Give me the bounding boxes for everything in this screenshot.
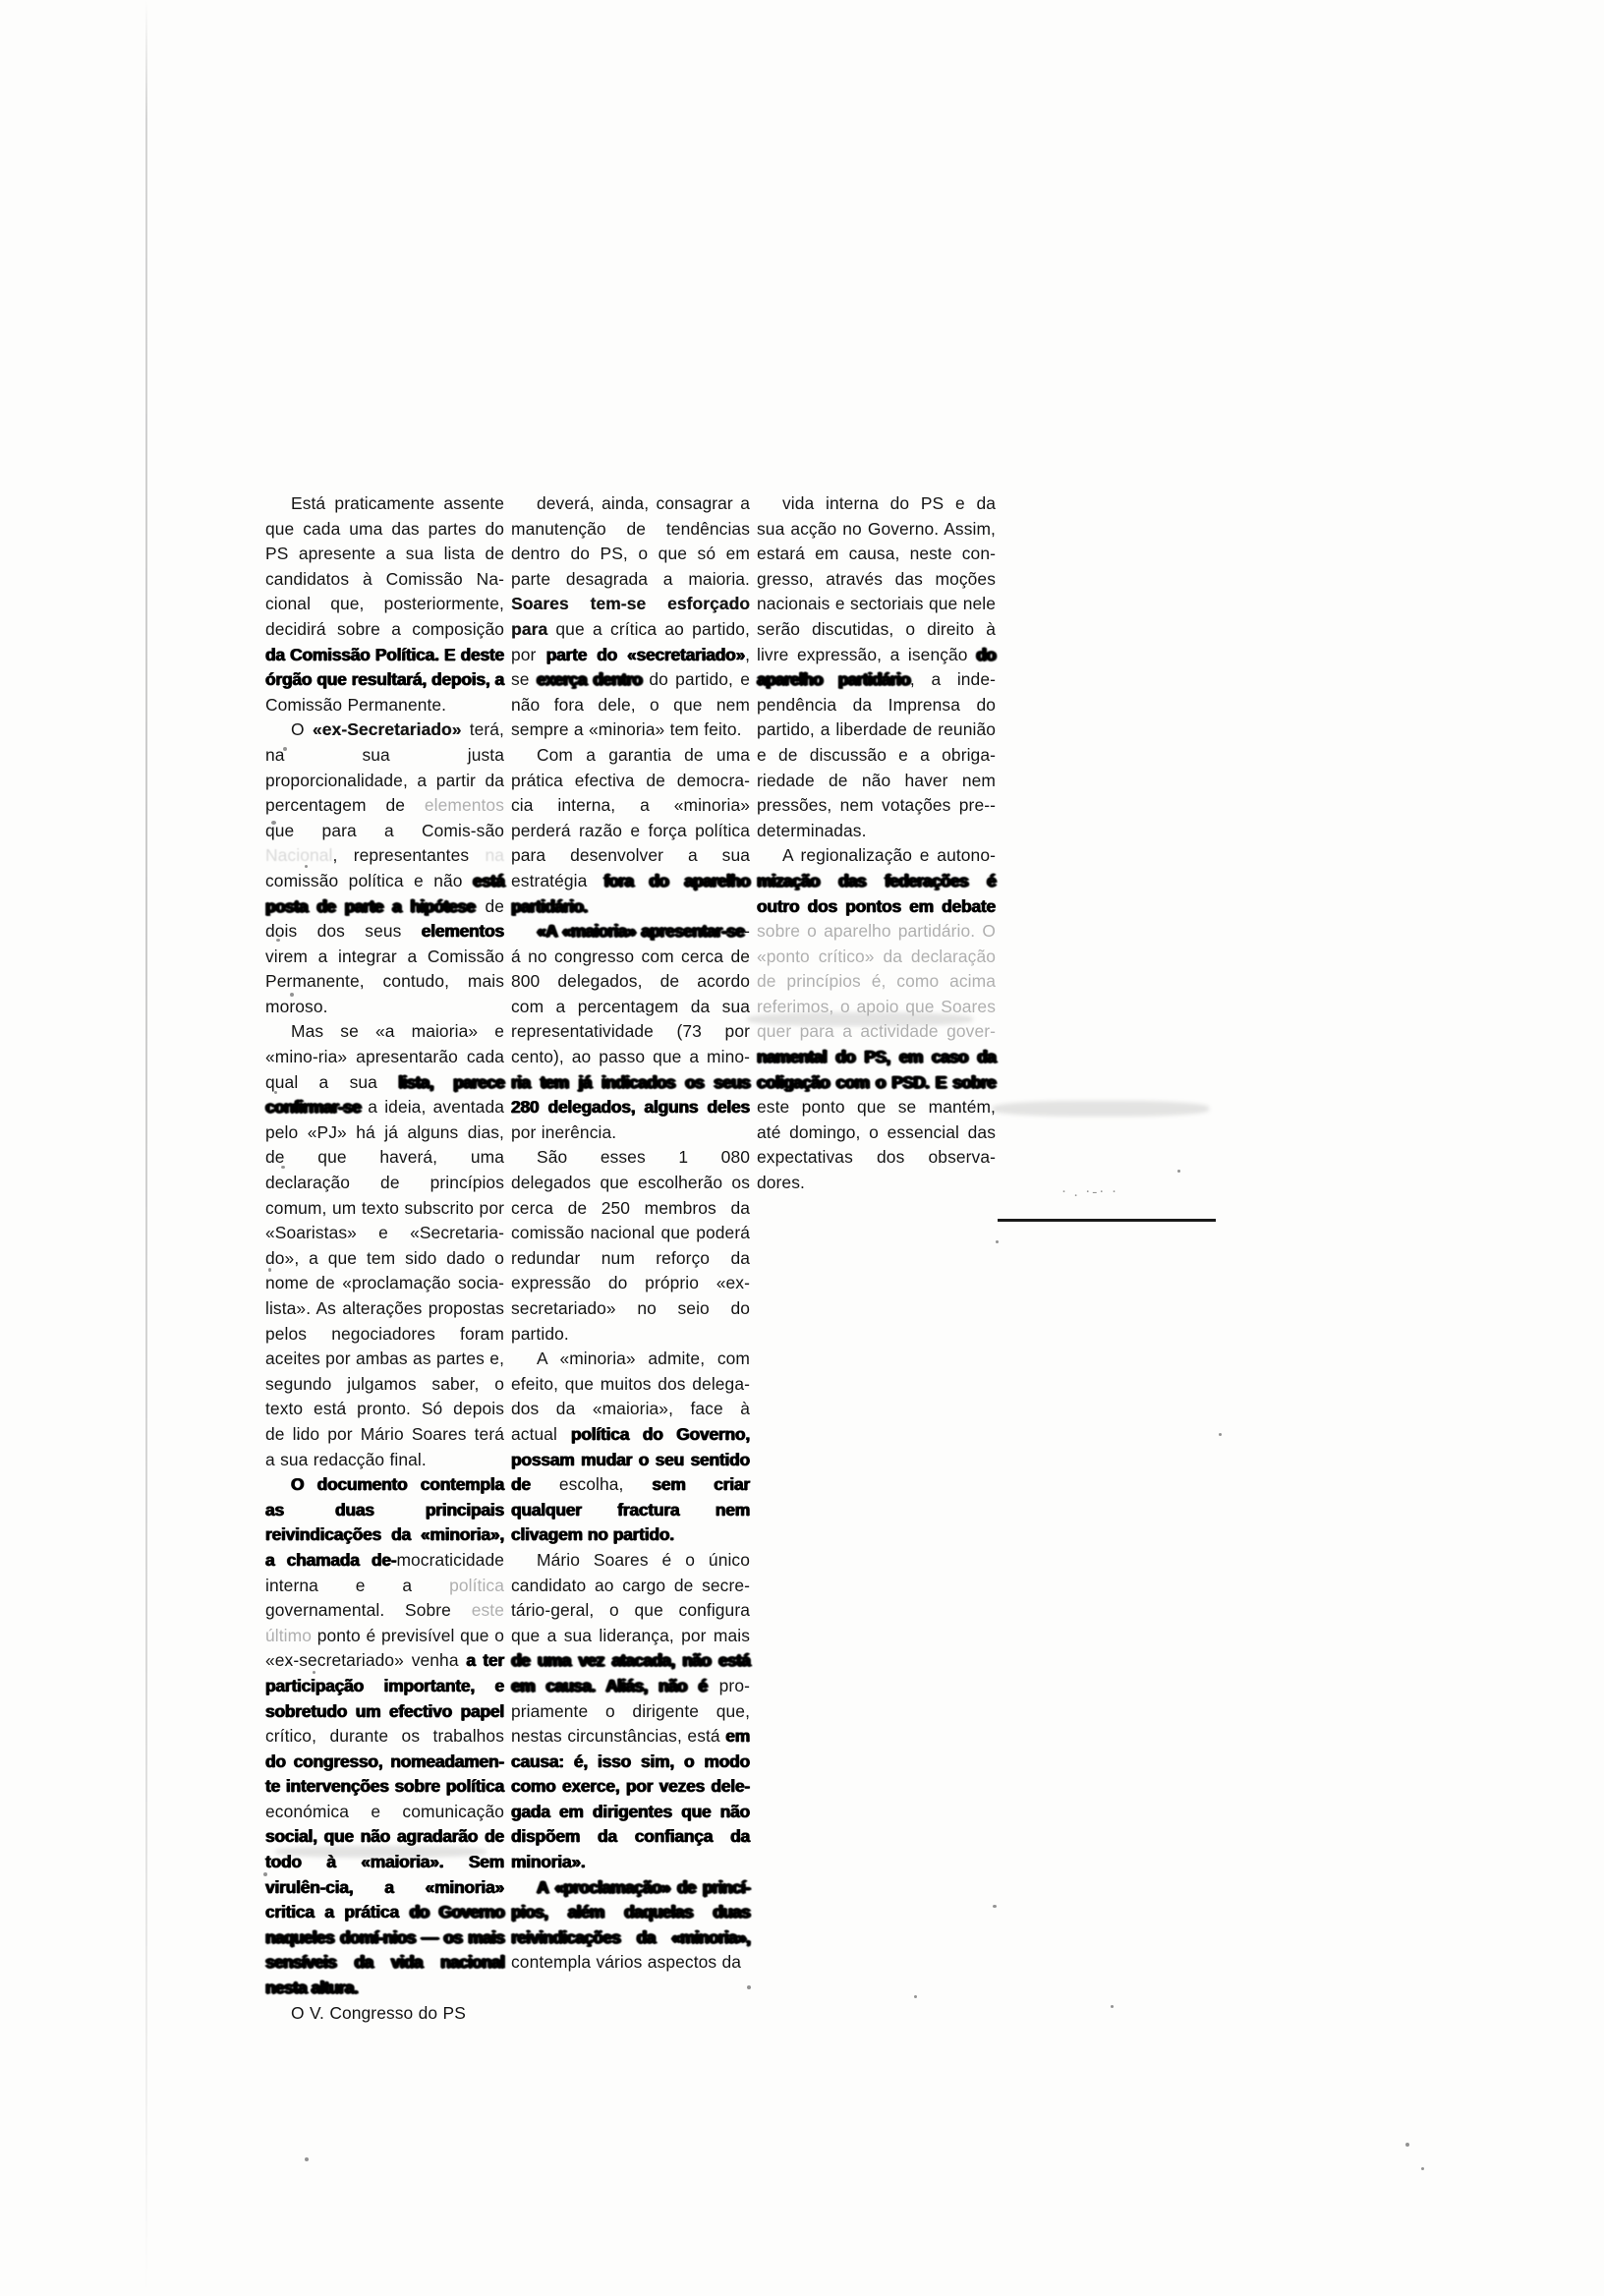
text-run: este ponto que se mantém, até domingo, o essencial das expectativas dos observa-dores.	[757, 1097, 996, 1193]
dust-speck	[1111, 2005, 1114, 2008]
text-run: Mas se «a maioria» e «mino-ria» apresentarão cada qual a sua	[265, 1021, 504, 1092]
text-run: governamental. Sobre	[265, 1600, 472, 1621]
text-run: , se	[511, 644, 750, 690]
text-run: pro-priamente o dirigente que, nestas circunstâncias, está	[511, 1675, 750, 1747]
text-run: exerça dentro	[536, 669, 643, 690]
text-run: fora do aparelho partidário.	[511, 870, 750, 916]
text-run: em causa: é, isso sim, o modo como exerce, por vezes dele-gada em dirigentes que não dispõem da confiança da minoria».	[511, 1726, 750, 1872]
text-run: do aparelho partidário	[757, 644, 996, 690]
article-column-1	[265, 491, 505, 2023]
text-run: sobre o aparelho partidário. O	[757, 921, 996, 942]
text-run: 280 delegados,	[511, 1097, 645, 1118]
article-column-2	[511, 491, 750, 1973]
text-run: económica e comunicação	[265, 1801, 504, 1821]
article-paragraph	[511, 1875, 750, 1976]
text-run: «ex-Secretariado»	[312, 719, 462, 740]
text-run: a ideia, aventada pelo «PJ» há já alguns dias, de que haverá, uma declaração de princípios comum, um texto subscrito por «Soaristas» e «Secretaria-do», a que tem sido dado o nome de «proclamação socia-lista». As alterações propostas pelos negociadores foram aceites por ambas as partes e, segundo julgamos saber, o texto está pronto. Só depois de lido por Mário Soares terá a sua redacção final.	[265, 1097, 504, 1469]
article-end-rule	[998, 1219, 1216, 1222]
stray-pen-mark: · . ·-· ·	[1061, 1184, 1118, 1200]
text-run: O	[291, 719, 313, 740]
text-run: ponto é previsível que o «ex-secretariado» venha	[265, 1625, 504, 1671]
text-run: da Comissão Política. E deste órgão que resultará, depois, a	[265, 644, 505, 690]
article-paragraph	[265, 491, 504, 718]
text-run: Soares tem-se esforçado para	[511, 594, 750, 639]
text-run: , representantes	[332, 845, 486, 866]
text-run: Com a garantia de uma prática efectiva de democra-cia interna, a «minoria» perderá razão e força política para desenvolver a sua estratégia	[511, 744, 750, 890]
text-run: mocraticidade interna e a	[265, 1549, 504, 1595]
dust-speck	[1405, 2143, 1409, 2147]
text-run: «ponto crítico» da declaração de princípios é, como acima	[757, 946, 996, 992]
text-run: social, que não agradarão de todo à «maioria». Sem virulên-cia, a «minoria» critica a prática	[265, 1826, 504, 1923]
article-column-3	[757, 491, 996, 1799]
article-paragraph	[757, 491, 996, 843]
text-run: que a crítica ao partido, por	[511, 618, 750, 664]
article-paragraph	[265, 1472, 504, 2000]
newspaper-article-clipping	[265, 491, 1248, 2023]
text-run: ria tem já indicados os seus	[511, 1071, 750, 1092]
text-run: virem a integrar a Comissão Permanente, contudo, mais moroso.	[265, 946, 504, 1016]
text-run: elementos	[421, 921, 504, 942]
text-run: terá, na sua justa proporcionalidade, a partir da percentagem de	[265, 719, 504, 816]
text-run: crítico, durante os trabalhos	[265, 1726, 504, 1747]
scan-edge-line	[145, 0, 147, 2296]
text-run: mização das federações é	[757, 870, 996, 890]
article-paragraph	[265, 2001, 504, 2027]
text-run: «A «maioria» apresentar-se	[537, 921, 745, 942]
text-run: parte do «secretariado»	[545, 644, 746, 664]
text-run: O V. Congresso do PS	[291, 2002, 466, 2023]
text-run: política do Governo, possam mudar o seu sentido de	[511, 1423, 750, 1495]
dust-speck	[1421, 2167, 1424, 2170]
text-run: na	[485, 845, 504, 866]
text-run: -á no congresso com cerca de 800 delegados, de acordo com a percentagem da sua representatividade (73 por cento), ao passo que a mino-	[511, 921, 750, 1067]
text-run: este último	[265, 1600, 504, 1645]
text-run: deverá, ainda, consagrar a manutenção de tendências dentro do PS, o que só em parte desagrada a maioria.	[511, 493, 750, 589]
article-paragraph	[511, 1145, 750, 1347]
dust-speck	[305, 2157, 309, 2161]
text-run: de uma vez atacada, não está em causa. Aliás, não é	[511, 1650, 750, 1695]
text-run: por inerência.	[511, 1121, 617, 1142]
article-paragraph	[265, 718, 504, 1019]
article-paragraph	[511, 1347, 750, 1548]
text-run: lista, parece confirmar-se	[265, 1071, 504, 1118]
article-paragraph	[511, 919, 750, 1145]
text-run: escolha,	[530, 1474, 653, 1495]
article-paragraph	[757, 843, 996, 1195]
text-run: quer para a actividade gover-	[757, 1021, 996, 1042]
text-run: contempla vários aspectos da	[511, 1952, 742, 1973]
text-run: , a inde-pendência da Imprensa do partido, a liberdade de reunião e de discussão e a obriga-riedade de não haver nem pressões, nem votações pre--determinadas.	[757, 669, 996, 840]
article-paragraph	[265, 1019, 504, 1472]
text-run: namental do PS, em caso da coligação com o PSD. E sobre	[757, 1047, 996, 1092]
text-run: São esses 1 080 delegados que escolherão os cerca de 250 membros da comissão nacional que poderá redundar num reforço da expressão do próprio «ex-secretariado» no seio do partido.	[511, 1147, 750, 1344]
text-run: vida interna do PS e da sua acção no Governo. Assim, estará em causa, neste con-gresso, através das moções nacionais e sectoriais que nele serão discutidas, o direito à livre expressão, a isenção	[757, 493, 996, 664]
text-run: A «proclamação» de princí-pios, além daquelas duas reivindicações da «minoria»,	[511, 1876, 750, 1947]
text-run: Comissão Permanente.	[265, 694, 447, 715]
text-run: Está praticamente assente que cada uma das partes do PS apresente a sua lista de candidatos à Comissão Na-cional que, posteriormente, decidirá sobre a composição	[265, 493, 504, 639]
text-run: O documento contempla as duas principais reivindicações da «minoria», a chamada de-	[265, 1474, 504, 1570]
article-paragraph	[511, 491, 750, 743]
text-run: que para a Comis-são	[265, 820, 504, 840]
text-run: do partido, e não fora dele, o que nem sempre a «minoria» tem feito.	[511, 669, 750, 740]
text-run: do Governo naqueles domí-nios — os mais sensíveis da vida nacional nesta altura.	[265, 1902, 504, 1998]
text-run: Nacional	[265, 845, 333, 866]
text-run: política	[449, 1575, 504, 1595]
dust-speck	[914, 1995, 917, 1998]
text-run: referimos, o apoio que Soares	[757, 996, 996, 1016]
text-run: elementos	[424, 795, 504, 816]
text-run: Mário Soares é o único candidato ao cargo de secre-tário-geral, o que configura que a sua liderança, por mais	[511, 1549, 750, 1645]
text-run: do congresso, nomeadamen-te intervenções sobre política	[265, 1751, 504, 1797]
text-run: outro dos pontos em debate	[757, 895, 996, 916]
article-paragraph	[511, 743, 750, 919]
text-run: comissão política e não	[265, 870, 473, 890]
dust-speck	[747, 1985, 751, 1989]
article-paragraph	[511, 1548, 750, 1875]
text-run: A regionalização e autono-	[782, 845, 996, 866]
text-run: sem criar qualquer fractura nem clivagem no partido.	[511, 1474, 750, 1545]
text-run: alguns deles	[644, 1097, 750, 1118]
dust-speck	[993, 1905, 997, 1908]
text-run: a ter participação importante, e sobretudo um efectivo papel	[265, 1650, 504, 1721]
text-run: A «minoria» admite, com efeito, que muitos dos delega-dos da «maioria», face à actual	[511, 1349, 750, 1444]
text-run: está posta de parte a hipótese	[265, 870, 504, 916]
text-run: de dois dos seus	[265, 895, 504, 942]
